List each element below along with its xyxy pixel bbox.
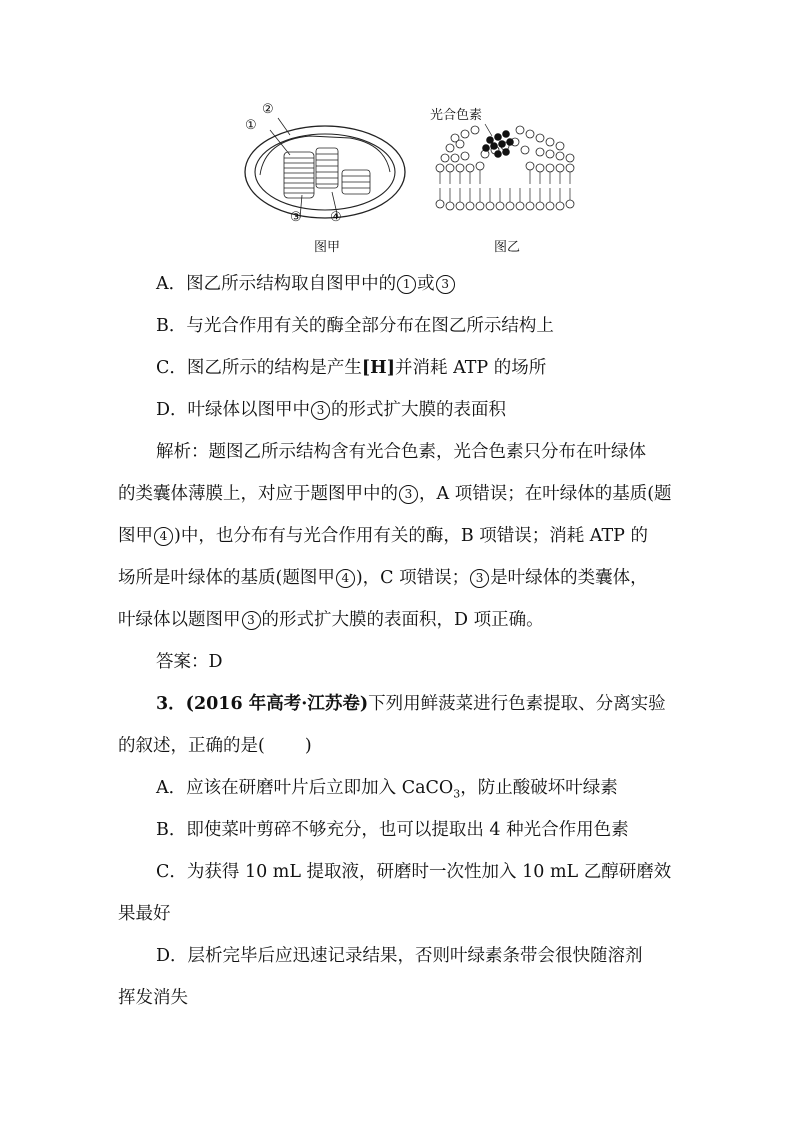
analysis-4b: )，C 项错误； — [355, 568, 470, 588]
analysis-5a: 叶绿体以题图甲 — [118, 610, 241, 630]
q3-stem-2a: 的叙述，正确的是( — [118, 736, 265, 756]
circled-3: 3 — [399, 485, 418, 504]
marker-1: ① — [245, 118, 257, 133]
marker-3: ③ — [290, 210, 302, 225]
q3-option-c-line-2: 果最好 — [118, 904, 171, 924]
thylakoid-membrane-diagram — [430, 122, 580, 222]
analysis-line-3 — [118, 524, 648, 548]
q2-option-b: B．与光合作用有关的酶全部分布在图乙所示结构上 — [156, 316, 554, 336]
analysis-2b: ，A 项错误；在叶绿体的基质(题 — [419, 484, 672, 504]
q3-option-b: B．即使菜叶剪碎不够充分，也可以提取出 4 种光合作用色素 — [156, 820, 629, 840]
q2-option-a-text: A．图乙所示结构取自图甲中的 — [156, 274, 397, 294]
q3-option-a-post: ，防止酸破坏叶绿素 — [460, 778, 618, 798]
chloroplast-diagram — [240, 100, 410, 230]
q2-option-d-post: 的形式扩大膜的表面积 — [331, 400, 507, 420]
analysis-line-1: 解析：题图乙所示结构含有光合色素，光合色素只分布在叶绿体 — [156, 442, 646, 462]
q3-option-d-line-2: 挥发消失 — [118, 988, 188, 1008]
marker-2: ② — [262, 102, 274, 117]
circled-3: 3 — [470, 569, 489, 588]
q3-stem-line-1 — [156, 692, 666, 716]
q2-option-d — [156, 398, 506, 422]
analysis-line-5 — [118, 608, 544, 632]
marker-4: ④ — [330, 210, 342, 225]
analysis-line-4 — [118, 566, 648, 590]
q3-option-a-sub: 3 — [453, 787, 461, 801]
circled-3: 3 — [311, 401, 330, 420]
figure-area — [240, 100, 580, 260]
circled-4: 4 — [154, 527, 173, 546]
analysis-2a: 的类囊体薄膜上，对应于题图甲中的 — [118, 484, 398, 504]
q3-stem-2b: ) — [304, 736, 312, 756]
q2-option-a — [156, 272, 456, 296]
analysis-5b: 的形式扩大膜的表面积，D 项正确。 — [261, 610, 544, 630]
q3-option-d-line-1: D．层析完毕后应迅速记录结果，否则叶绿素条带会很快随溶剂 — [156, 946, 643, 966]
q3-option-a — [156, 776, 618, 807]
q3-stem-line-2 — [118, 734, 312, 758]
q2-option-c-text: C．图乙所示的结构是产生 — [156, 358, 362, 378]
figure-right-caption: 图乙 — [494, 240, 521, 255]
analysis-4a: 场所是叶绿体的基质(题图甲 — [118, 568, 335, 588]
q3-stem-text: 下列用鲜菠菜进行色素提取、分离实验 — [368, 694, 666, 714]
analysis-line-2 — [118, 482, 672, 506]
q3-source: 3．(2016 年高考·江苏卷) — [156, 694, 369, 714]
analysis-4c: 是叶绿体的类囊体， — [490, 568, 648, 588]
q2-option-d-text: D．叶绿体以图甲中 — [156, 400, 311, 420]
q3-option-a-text: A．应该在研磨叶片后立即加入 CaCO — [156, 778, 454, 798]
pigment-label: 光合色素 — [430, 108, 483, 123]
q2-option-c-post: 并消耗 ATP 的场所 — [395, 358, 547, 378]
q2-option-c — [156, 356, 546, 380]
q3-option-c-line-1: C．为获得 10 mL 提取液，研磨时一次性加入 10 mL 乙醇研磨效 — [156, 862, 672, 882]
analysis-3a: 图甲 — [118, 526, 153, 546]
figure-left-caption: 图甲 — [314, 240, 341, 255]
answer-line: 答案：D — [156, 652, 223, 672]
circled-3: 3 — [242, 611, 261, 630]
q2-option-c-h: [H] — [361, 358, 395, 378]
circled-4: 4 — [336, 569, 355, 588]
analysis-3b: )中，也分布有与光合作用有关的酶，B 项错误；消耗 ATP 的 — [174, 526, 649, 546]
circled-1: 1 — [397, 275, 416, 294]
q2-option-a-mid: 或 — [417, 274, 435, 294]
circled-3: 3 — [436, 275, 455, 294]
